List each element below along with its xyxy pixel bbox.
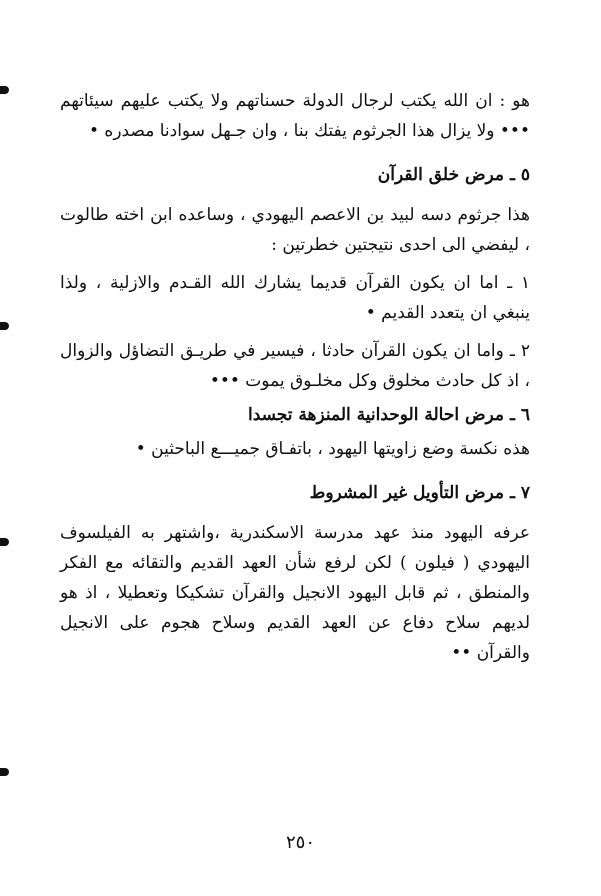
paragraph: هذا جرثوم دسه لبيد بن الاعصم اليهودي ، وساعده ابن اخته طالوت ، ليفضي الى احدى نتيجتين خطرتين : (60, 205, 530, 255)
paragraph: هو : ان الله يكتب لرجال الدولة حسناتهم ولا يكتب عليهم سيئاتهم ••• ولا يزال هذا الجرثوم يفتك بنا ، وان جـهل سوادنا مصدره • (60, 91, 530, 141)
section-heading: ٧ ـ مرض التأويل غير المشروط (309, 483, 530, 503)
margin-mark (0, 768, 9, 776)
page-body (60, 86, 530, 668)
numbered-paragraph: ١ ـ اما ان يكون القرآن قديما يشارك الله القـدم والازلية ، ولذا ينبغي ان يتعدد القديم • (60, 273, 530, 323)
margin-mark (0, 538, 9, 546)
paragraph: هذه نكسة وضع زاويتها اليهود ، باتفـاق جميـــع الباحثين • (135, 439, 530, 459)
paragraph: عرفه اليهود منذ عهد مدرسة الاسكندرية ،واشتهر به الفيلسوف اليهودي ( فيلون ) لكن لرفع شأن العهد القديم والتقائه مع الفكر والمنطق ، ثم قابل اليهود الانجيل والقرآن تشكيكا وتعطيلا ، اذ هو لديهم سلاح دفاع عن العهد القديم وسلاح هجوم على الانجيل والقرآن •• (60, 523, 530, 663)
page-number: ٢٥٠ (285, 832, 315, 853)
margin-mark (0, 322, 9, 330)
numbered-paragraph: ٢ ـ واما ان يكون القرآن حادثا ، فيسير في طريـق التضاؤل والزوال ، اذ كل حادث مخلوق وكل مخلـوق يموت ••• (60, 341, 530, 391)
section-heading: ٥ ـ مرض خلق القرآن (377, 165, 530, 185)
section-heading: ٦ ـ مرض احالة الوحدانية المنزهة تجسدا (247, 405, 530, 425)
margin-mark (0, 86, 9, 94)
